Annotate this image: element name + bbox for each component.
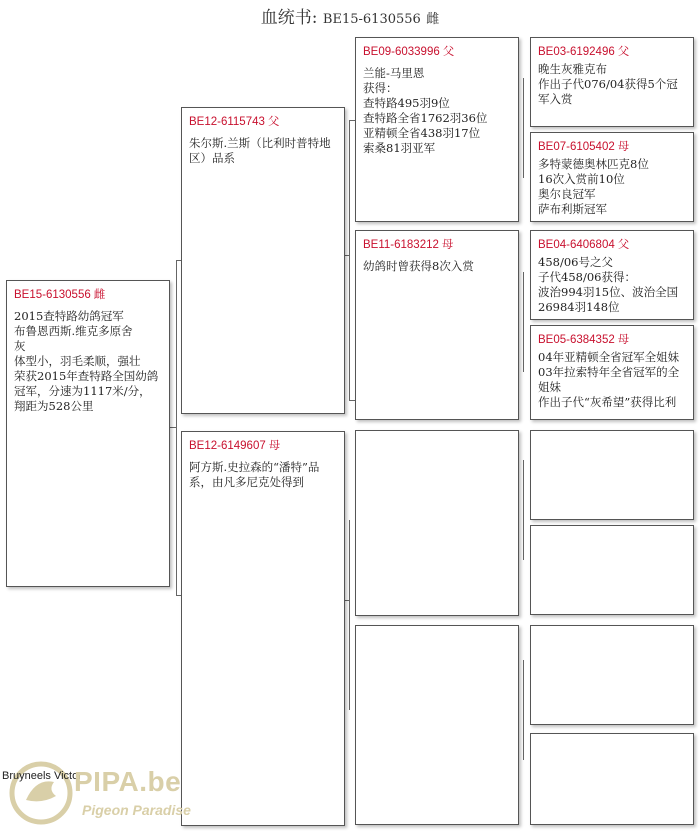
sss-line: 作出子代076/04获得5个冠军入赏 (538, 77, 678, 106)
sds-ring: BE04-6406804 (538, 239, 615, 251)
sdd-sex: 母 (617, 332, 630, 346)
connector (523, 660, 524, 760)
subject-line: 体型小，羽毛柔顺，强壮 (14, 354, 141, 368)
ss-line: 查特路全省1762羽36位 (363, 111, 488, 125)
ggp-card-empty (530, 525, 694, 615)
subject-card (6, 280, 170, 587)
sd-sex: 母 (441, 237, 454, 251)
sss-sex: 父 (617, 44, 630, 58)
breeder-name: Bruyneels Victor (2, 770, 82, 782)
ss-line: 获得： (363, 81, 398, 95)
ssd-card (530, 132, 694, 222)
connector (349, 520, 350, 710)
subject-ring: BE15-6130556 (14, 289, 91, 301)
sss-card (530, 37, 694, 127)
sds-line: 波治994羽15位、波治全国26984羽148位 (538, 285, 679, 314)
title-sex: 雌 (426, 12, 440, 27)
sd-line: 幼鸽时曾获得8次入赏 (363, 259, 474, 273)
ssd-line: 奥尔良冠军 (538, 187, 596, 201)
dam-sex: 母 (268, 438, 281, 452)
dam-card (181, 431, 345, 826)
sds-line: 子代458/06获得： (538, 270, 636, 284)
ss-line: 兰能-马里恩 (363, 66, 425, 80)
subject-line: 布鲁恩西斯.维克多原舍 (14, 324, 133, 338)
connector (523, 78, 524, 178)
connector (523, 272, 524, 372)
sire-ring: BE12-6115743 (189, 116, 265, 128)
sire-dam-card (355, 230, 519, 420)
sdd-ring-row (538, 332, 686, 348)
connector (345, 600, 350, 601)
ssd-sex: 母 (617, 139, 630, 153)
dam-ring-row (189, 438, 337, 454)
subject-sex: 雌 (93, 287, 106, 301)
dam-dam-card (355, 625, 519, 825)
subject-line: 灰 (14, 339, 26, 353)
dam-line: 阿方斯.史拉森的“潘特”品系，由凡多尼克处得到 (189, 460, 320, 489)
sire-ring-row (189, 114, 337, 130)
connector (349, 120, 350, 400)
dam-sire-card (355, 430, 519, 616)
ss-line: 查特路495羽9位 (363, 96, 450, 110)
ggp-card-empty (530, 625, 694, 725)
sd-ring: BE11-6183212 (363, 239, 439, 251)
ss-ring-row (363, 44, 511, 60)
sds-sex: 父 (617, 237, 630, 251)
title-ring: BE15-6130556 (322, 12, 421, 27)
pipa-logo (2, 758, 202, 828)
sss-ring-row (538, 44, 686, 60)
brand-name: PIPA.be (74, 766, 182, 797)
connector (170, 427, 177, 428)
sdd-card (530, 325, 694, 420)
sd-ring-row (363, 237, 511, 253)
dam-ring: BE12-6149607 (189, 440, 266, 452)
sire-line: 朱尔斯.兰斯（比利时普特地区）品系 (189, 136, 331, 165)
page-title (0, 3, 700, 28)
ssd-line: 萨布利斯冠军 (538, 202, 607, 216)
ss-line: 亚精顿全省438羽17位 (363, 126, 481, 140)
ss-line: 索桑81羽亚军 (363, 141, 436, 155)
sds-card (530, 230, 694, 320)
sire-sire-card (355, 37, 519, 222)
ssd-line: 16次入赏前10位 (538, 172, 625, 186)
sire-card (181, 107, 345, 414)
subject-ring-row (14, 287, 162, 303)
subject-line: 2015查特路幼鸽冠军 (14, 309, 124, 323)
sdd-line: 03年拉索特年全省冠军的全姐妹 (538, 365, 680, 394)
subject-line: 荣获2015年查特路全国幼鸽冠军，分速为1117米/分，翔距为528公里 (14, 369, 159, 413)
brand-tagline: Pigeon Paradise (82, 802, 191, 818)
sdd-ring: BE05-6384352 (538, 334, 615, 346)
sdd-line: 作出子代“灰希望”获得比利 (538, 395, 677, 409)
ss-ring: BE09-6033996 (363, 46, 440, 58)
ggp-card-empty (530, 733, 694, 825)
sss-ring: BE03-6192496 (538, 46, 615, 58)
sss-line: 晚生灰雅克布 (538, 62, 607, 76)
sdd-line: 04年亚精顿全省冠军全姐妹 (538, 350, 680, 364)
ggp-card-empty (530, 430, 694, 520)
sds-ring-row (538, 237, 686, 253)
connector (523, 460, 524, 560)
connector (345, 255, 350, 256)
ssd-ring-row (538, 139, 686, 155)
title-label: 血统书: (260, 8, 318, 28)
sds-line: 458/06号之父 (538, 255, 613, 269)
ssd-line: 多特蒙德奥林匹克8位 (538, 157, 649, 171)
ssd-ring: BE07-6105402 (538, 141, 615, 153)
sire-sex: 父 (267, 114, 280, 128)
ss-sex: 父 (442, 44, 455, 58)
